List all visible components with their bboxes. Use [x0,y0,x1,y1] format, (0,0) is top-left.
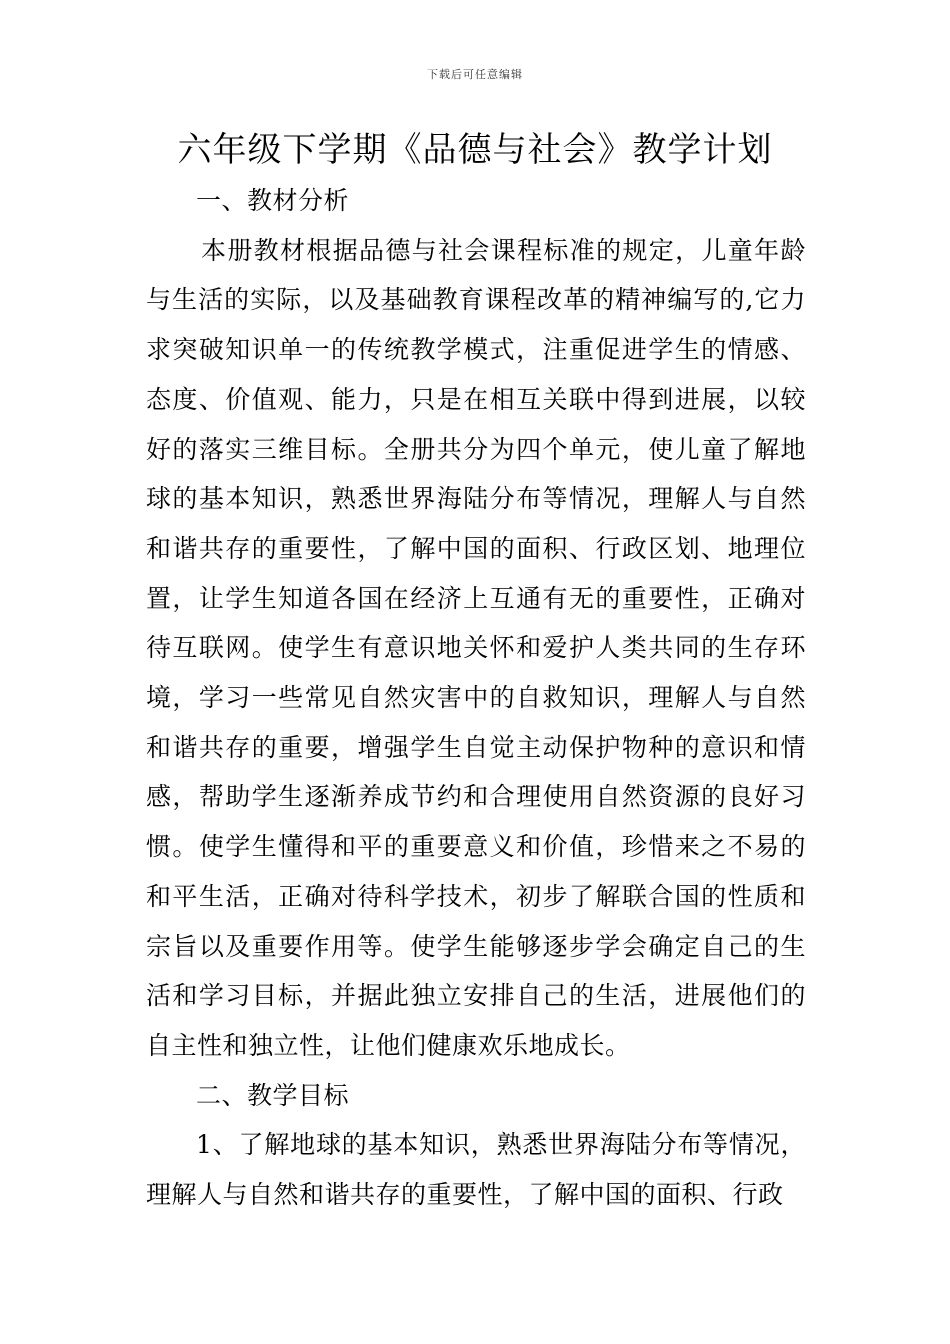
header-note: 下载后可任意编辑 [427,68,523,81]
section-heading-textbook-analysis: 一、教材分析 [196,186,350,215]
document-body [146,176,806,1220]
section-heading-teaching-goals: 二、教学目标 [196,1080,350,1110]
section-paragraph-textbook-analysis: 本册教材根据品德与社会课程标准的规定，儿童年龄与生活的实际，以及基础教育课程改革的精神编写的,它力求突破知识单一的传统教学模式，注重促进学生的情感、态度、价值观、能力，只是在相互关联中得到进展，以较好的落实三维目标。全册共分为四个单元，使儿童了解地球的基本知识，熟悉世界海陆分布等情况，理解人与自然和谐共存的重要性，了解中国的面积、行政区划、地理位置，让学生知道各国在经济上互通有无的重要性，正确对待互联网。使学生有意识地关怀和爱护人类共同的生存环境，学习一些常见自然灾害中的自救知识，理解人与自然和谐共存的重要，增强学生自觉主动保护物种的意识和情感，帮助学生逐渐养成节约和合理使用自然资源的良好习惯。使学生懂得和平的重要意义和价值，珍惜来之不易的和平生活，正确对待科学技术，初步了解联合国的性质和宗旨以及重要作用等。使学生能够逐步学会确定自己的生活和学习目标，并据此独立安排自己的生活，进展他们的自主性和独立性，让他们健康欢乐地成长。 [146,235,806,1060]
document-title: 六年级下学期《品德与社会》教学计划 [177,130,773,170]
section-paragraph-teaching-goals: 1、了解地球的基本知识，熟悉世界海陆分布等情况，理解人与自然和谐共存的重要性，了解中国的面积、行政 [146,1130,806,1210]
